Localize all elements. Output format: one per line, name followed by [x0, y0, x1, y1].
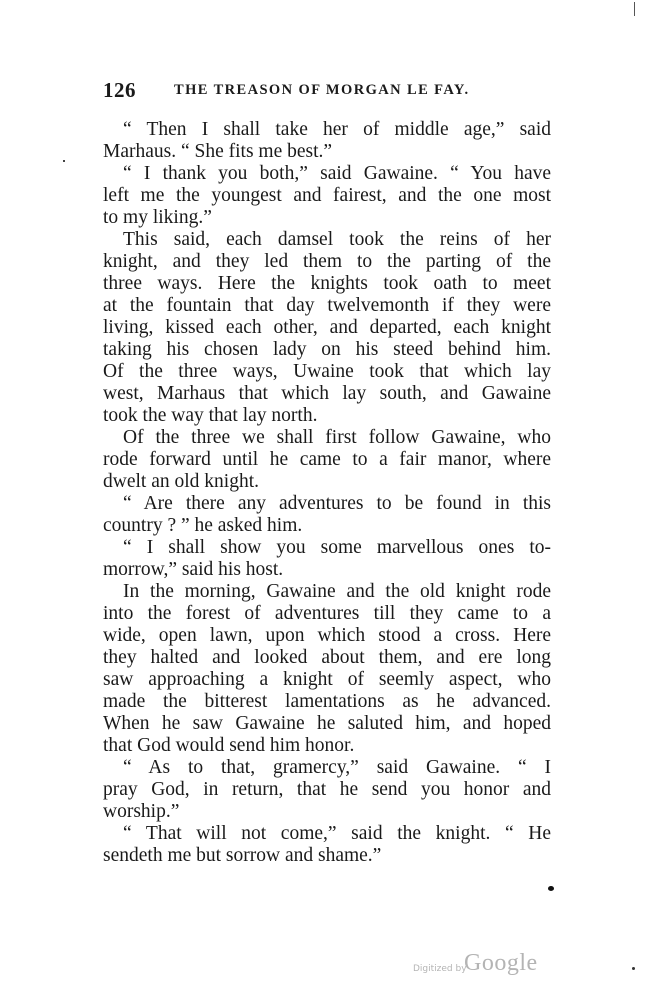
text-line: west, Marhaus that which lay south, and Gawaine: [103, 383, 551, 404]
text-line: “ I shall show you some marvellous ones to-: [123, 537, 551, 558]
text-line: Of the three ways, Uwaine took that which lay: [103, 361, 551, 382]
scan-edge-mark: [634, 2, 635, 16]
body-text: [103, 119, 551, 867]
text-line: that God would send him honor.: [103, 735, 355, 756]
text-line: took the way that lay north.: [103, 405, 318, 426]
page-header: [103, 78, 543, 104]
running-title: THE TREASON OF MORGAN LE FAY.: [174, 82, 470, 98]
text-line: to my liking.”: [103, 207, 212, 228]
text-line: at the fountain that day twelvemonth if they were: [103, 295, 551, 316]
text-line: into the forest of adventures till they came to a: [103, 603, 551, 624]
text-line: taking his chosen lady on his steed behind him.: [103, 339, 551, 360]
text-line: pray God, in return, that he send you honor and: [103, 779, 551, 800]
text-line: made the bitterest lamentations as he advanced.: [103, 691, 551, 712]
text-line: “ I thank you both,” said Gawaine. “ You have: [123, 163, 551, 184]
text-line: dwelt an old knight.: [103, 471, 259, 492]
text-line: “ Are there any adventures to be found in this: [123, 493, 551, 514]
text-line: rode forward until he came to a fair manor, where: [103, 449, 551, 470]
text-line: they halted and looked about them, and ere long: [103, 647, 551, 668]
text-line: “ That will not come,” said the knight. “ He: [123, 823, 551, 844]
text-line: three ways. Here the knights took oath to meet: [103, 273, 551, 294]
scan-speck: [63, 160, 65, 162]
text-line: When he saw Gawaine he saluted him, and hoped: [103, 713, 551, 734]
text-line: sendeth me but sorrow and shame.”: [103, 845, 382, 866]
text-line: saw approaching a knight of seemly aspect, who: [103, 669, 551, 690]
text-line: morrow,” said his host.: [103, 559, 284, 580]
text-line: “ As to that, gramercy,” said Gawaine. “ I: [123, 757, 551, 778]
text-line: wide, open lawn, upon which stood a cross. Here: [103, 625, 551, 646]
text-line: This said, each damsel took the reins of her: [123, 229, 551, 250]
text-line: knight, and they led them to the parting of the: [103, 251, 551, 272]
text-line: Marhaus. “ She fits me best.”: [103, 141, 333, 162]
ink-dot: [548, 886, 554, 891]
digitized-watermark: [413, 950, 553, 980]
text-line: Of the three we shall first follow Gawaine, who: [123, 427, 551, 448]
scan-speck: [632, 967, 635, 970]
text-line: “ Then I shall take her of middle age,” said: [123, 119, 551, 140]
text-line: living, kissed each other, and departed, each knight: [103, 317, 551, 338]
page-number: 126: [103, 78, 136, 102]
text-line: worship.”: [103, 801, 180, 822]
watermark-caption: Digitized by: [413, 964, 467, 974]
google-wordmark: Google: [464, 950, 538, 976]
text-line: country ? ” he asked him.: [103, 515, 303, 536]
text-line: left me the youngest and fairest, and the one most: [103, 185, 551, 206]
text-line: In the morning, Gawaine and the old knight rode: [123, 581, 551, 602]
